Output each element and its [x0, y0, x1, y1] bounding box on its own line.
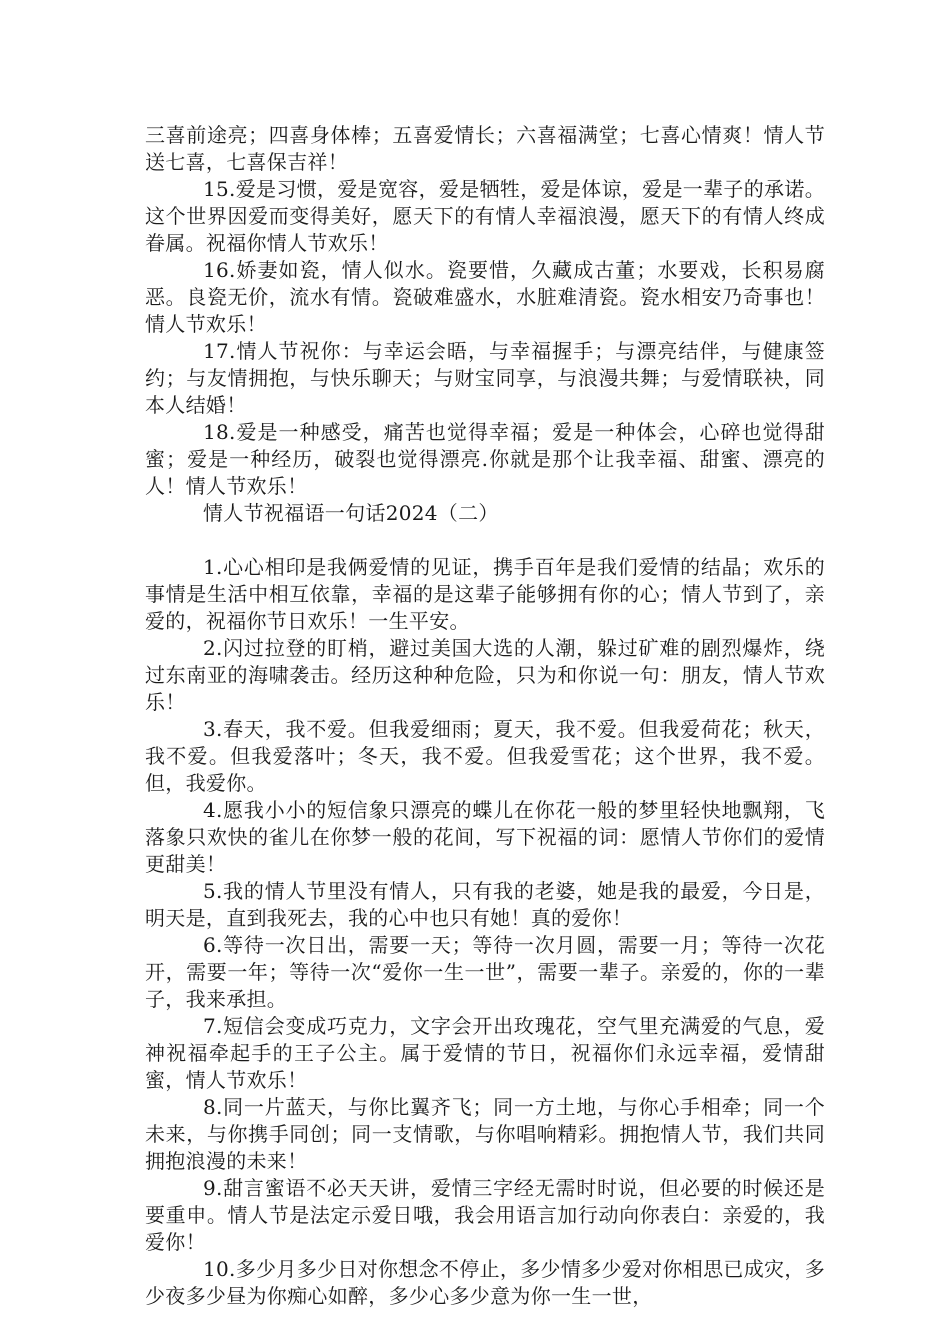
paragraph-2: 2.闪过拉登的盯梢，避过美国大选的人潮，躲过矿难的剧烈爆炸，绕过东南亚的海啸袭击。经历这种种危险，只为和你说一句：朋友，情人节欢乐！	[145, 636, 825, 714]
paragraph-3: 3.春天，我不爱。但我爱细雨；夏天，我不爱。但我爱荷花；秋天，我不爱。但我爱落叶；冬天，我不爱。但我爱雪花；这个世界，我不爱。但，我爱你。	[145, 717, 825, 795]
document-page	[145, 122, 825, 1310]
paragraph-8: 8.同一片蓝天，与你比翼齐飞；同一方土地，与你心手相牵；同一个未来，与你携手同创；同一支情歌，与你唱响精彩。拥抱情人节，我们共同拥抱浪漫的未来！	[145, 1095, 825, 1173]
section-heading: 情人节祝福语一句话2024（二）	[203, 501, 499, 525]
paragraph-16: 16.娇妻如瓷，情人似水。瓷要惜，久藏成古董；水要戏，长积易腐恶。良瓷无价，流水有情。瓷破难盛水，水脏难清瓷。瓷水相安乃奇事也！情人节欢乐！	[145, 258, 825, 336]
paragraph-17: 17.情人节祝你：与幸运会晤，与幸福握手；与漂亮结伴，与健康签约；与友情拥抱，与快乐聊天；与财宝同享，与浪漫共舞；与爱情联袂，同本人结婚！	[145, 339, 825, 417]
paragraph-15: 15.爱是习惯，爱是宽容，爱是牺牲，爱是体谅，爱是一辈子的承诺。这个世界因爱而变得美好，愿天下的有情人幸福浪漫，愿天下的有情人终成眷属。祝福你情人节欢乐！	[145, 177, 825, 255]
paragraph-10: 10.多少月多少日对你想念不停止，多少情多少爱对你相思已成灾，多少夜多少昼为你痴心如醉，多少心多少意为你一生一世，	[145, 1257, 825, 1308]
paragraph-18: 18.爱是一种感受，痛苦也觉得幸福；爱是一种体会，心碎也觉得甜蜜；爱是一种经历，破裂也觉得漂亮.你就是那个让我幸福、甜蜜、漂亮的人！情人节欢乐！	[145, 420, 825, 498]
continued-paragraph: 三喜前途亮；四喜身体棒；五喜爱情长；六喜福满堂；七喜心情爽！情人节送七喜，七喜保吉祥！	[145, 123, 825, 174]
paragraph-6: 6.等待一次日出，需要一天；等待一次月圆，需要一月；等待一次花开，需要一年；等待一次“爱你一生一世”，需要一辈子。亲爱的，你的一辈子，我来承担。	[145, 933, 825, 1011]
paragraph-9: 9.甜言蜜语不必天天讲，爱情三字经无需时时说，但必要的时候还是要重申。情人节是法定示爱日哦，我会用语言加行动向你表白：亲爱的，我爱你！	[145, 1176, 825, 1254]
blank-line	[145, 527, 825, 554]
paragraph-5: 5.我的情人节里没有情人，只有我的老婆，她是我的最爱，今日是，明天是，直到我死去，我的心中也只有她！真的爱你！	[145, 879, 825, 930]
paragraph-1: 1.心心相印是我俩爱情的见证，携手百年是我们爱情的结晶；欢乐的事情是生活中相互依靠，幸福的是这辈子能够拥有你的心；情人节到了，亲爱的，祝福你节日欢乐！一生平安。	[145, 555, 825, 633]
paragraph-4: 4.愿我小小的短信象只漂亮的蝶儿在你花一般的梦里轻快地飘翔，飞落象只欢快的雀儿在你梦一般的花间，写下祝福的词：愿情人节你们的爱情更甜美！	[145, 798, 825, 876]
paragraph-7: 7.短信会变成巧克力，文字会开出玫瑰花，空气里充满爱的气息，爱神祝福牵起手的王子公主。属于爱情的节日，祝福你们永远幸福，爱情甜蜜，情人节欢乐！	[145, 1014, 825, 1092]
